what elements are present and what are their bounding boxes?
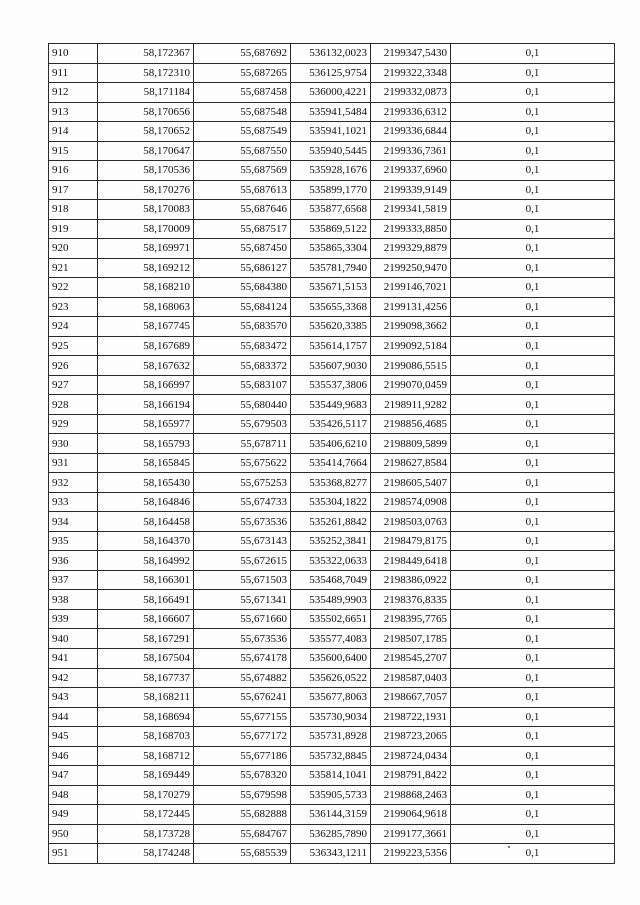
accuracy-cell: 0,1 — [451, 590, 615, 610]
table-row — [49, 336, 615, 356]
longitude-cell: 55,687265 — [194, 63, 291, 83]
x-coordinate-cell: 536000,4221 — [291, 83, 371, 103]
latitude-cell: 58,165430 — [98, 473, 194, 493]
y-coordinate-cell: 2199347,5430 — [371, 44, 451, 64]
y-coordinate-cell: 2199329,8879 — [371, 239, 451, 259]
y-coordinate-cell: 2198911,9282 — [371, 395, 451, 415]
point-number-cell: 910 — [49, 44, 98, 64]
longitude-cell: 55,678320 — [194, 766, 291, 786]
point-number-cell: 935 — [49, 531, 98, 551]
accuracy-cell: 0,1 — [451, 258, 615, 278]
longitude-cell: 55,673536 — [194, 512, 291, 532]
latitude-cell: 58,170647 — [98, 141, 194, 161]
latitude-cell: 58,167745 — [98, 317, 194, 337]
longitude-cell: 55,683107 — [194, 375, 291, 395]
longitude-cell: 55,671503 — [194, 570, 291, 590]
x-coordinate-cell: 535537,3806 — [291, 375, 371, 395]
y-coordinate-cell: 2198722,1931 — [371, 707, 451, 727]
table-row — [49, 766, 615, 786]
latitude-cell: 58,165977 — [98, 414, 194, 434]
latitude-cell: 58,166194 — [98, 395, 194, 415]
latitude-cell: 58,169212 — [98, 258, 194, 278]
point-number-cell: 924 — [49, 317, 98, 337]
accuracy-cell: 0,1 — [451, 648, 615, 668]
table-row — [49, 297, 615, 317]
accuracy-cell: 0,1 — [451, 707, 615, 727]
point-number-cell: 922 — [49, 278, 98, 298]
point-number-cell: 945 — [49, 727, 98, 747]
longitude-cell: 55,687548 — [194, 102, 291, 122]
accuracy-cell: 0,1 — [451, 805, 615, 825]
y-coordinate-cell: 2199322,3348 — [371, 63, 451, 83]
table-row — [49, 805, 615, 825]
point-number-cell: 947 — [49, 766, 98, 786]
x-coordinate-cell: 535941,1021 — [291, 122, 371, 142]
accuracy-cell: 0,1 — [451, 434, 615, 454]
longitude-cell: 55,687458 — [194, 83, 291, 103]
latitude-cell: 58,164992 — [98, 551, 194, 571]
table-row — [49, 609, 615, 629]
point-number-cell: 915 — [49, 141, 98, 161]
accuracy-cell: 0,1 — [451, 83, 615, 103]
y-coordinate-cell: 2198605,5407 — [371, 473, 451, 493]
accuracy-cell: 0,1 — [451, 161, 615, 181]
y-coordinate-cell: 2199336,6312 — [371, 102, 451, 122]
point-number-cell: 914 — [49, 122, 98, 142]
latitude-cell: 58,165845 — [98, 453, 194, 473]
longitude-cell: 55,671341 — [194, 590, 291, 610]
x-coordinate-cell: 536285,7890 — [291, 824, 371, 844]
y-coordinate-cell: 2199070,0459 — [371, 375, 451, 395]
point-number-cell: 926 — [49, 356, 98, 376]
y-coordinate-cell: 2198856,4685 — [371, 414, 451, 434]
table-row — [49, 824, 615, 844]
accuracy-cell: 0,1 — [451, 629, 615, 649]
longitude-cell: 55,684380 — [194, 278, 291, 298]
table-row — [49, 590, 615, 610]
accuracy-cell: 0,1 — [451, 278, 615, 298]
longitude-cell: 55,679503 — [194, 414, 291, 434]
coordinates-table-body — [49, 44, 615, 864]
y-coordinate-cell: 2199341,5819 — [371, 200, 451, 220]
point-number-cell: 920 — [49, 239, 98, 259]
y-coordinate-cell: 2198627,8584 — [371, 453, 451, 473]
y-coordinate-cell: 2198587,0403 — [371, 668, 451, 688]
latitude-cell: 58,169971 — [98, 239, 194, 259]
accuracy-cell: 0,1 — [451, 336, 615, 356]
latitude-cell: 58,170536 — [98, 161, 194, 181]
table-row — [49, 707, 615, 727]
point-number-cell: 936 — [49, 551, 98, 571]
point-number-cell: 950 — [49, 824, 98, 844]
latitude-cell: 58,170276 — [98, 180, 194, 200]
x-coordinate-cell: 535655,3368 — [291, 297, 371, 317]
y-coordinate-cell: 2198386,0922 — [371, 570, 451, 590]
y-coordinate-cell: 2198724,0434 — [371, 746, 451, 766]
longitude-cell: 55,678711 — [194, 434, 291, 454]
point-number-cell: 913 — [49, 102, 98, 122]
latitude-cell: 58,167632 — [98, 356, 194, 376]
table-row — [49, 102, 615, 122]
latitude-cell: 58,172445 — [98, 805, 194, 825]
accuracy-cell: 0,1 — [451, 824, 615, 844]
latitude-cell: 58,164370 — [98, 531, 194, 551]
latitude-cell: 58,168210 — [98, 278, 194, 298]
point-number-cell: 946 — [49, 746, 98, 766]
latitude-cell: 58,167504 — [98, 648, 194, 668]
coordinates-table — [48, 43, 615, 864]
latitude-cell: 58,170009 — [98, 219, 194, 239]
latitude-cell: 58,166301 — [98, 570, 194, 590]
y-coordinate-cell: 2198395,7765 — [371, 609, 451, 629]
table-row — [49, 356, 615, 376]
table-row — [49, 317, 615, 337]
table-row — [49, 239, 615, 259]
accuracy-cell: 0,1 — [451, 395, 615, 415]
x-coordinate-cell: 535928,1676 — [291, 161, 371, 181]
point-number-cell: 934 — [49, 512, 98, 532]
x-coordinate-cell: 535869,5122 — [291, 219, 371, 239]
longitude-cell: 55,677155 — [194, 707, 291, 727]
table-row — [49, 278, 615, 298]
latitude-cell: 58,172367 — [98, 44, 194, 64]
latitude-cell: 58,170083 — [98, 200, 194, 220]
point-number-cell: 949 — [49, 805, 98, 825]
point-number-cell: 928 — [49, 395, 98, 415]
table-row — [49, 453, 615, 473]
point-number-cell: 940 — [49, 629, 98, 649]
accuracy-cell: 0,1 — [451, 512, 615, 532]
table-row — [49, 668, 615, 688]
longitude-cell: 55,676241 — [194, 688, 291, 708]
point-number-cell: 933 — [49, 492, 98, 512]
longitude-cell: 55,687613 — [194, 180, 291, 200]
y-coordinate-cell: 2199092,5184 — [371, 336, 451, 356]
latitude-cell: 58,166997 — [98, 375, 194, 395]
y-coordinate-cell: 2198545,2707 — [371, 648, 451, 668]
x-coordinate-cell: 535304,1822 — [291, 492, 371, 512]
x-coordinate-cell: 535406,6210 — [291, 434, 371, 454]
accuracy-cell: 0,1 — [451, 766, 615, 786]
x-coordinate-cell: 535489,9903 — [291, 590, 371, 610]
latitude-cell: 58,168703 — [98, 727, 194, 747]
point-number-cell: 944 — [49, 707, 98, 727]
table-row — [49, 570, 615, 590]
x-coordinate-cell: 535905,5733 — [291, 785, 371, 805]
accuracy-cell: 0,1 — [451, 727, 615, 747]
point-number-cell: 941 — [49, 648, 98, 668]
y-coordinate-cell: 2199177,3661 — [371, 824, 451, 844]
table-row — [49, 83, 615, 103]
accuracy-cell: 0,1 — [451, 473, 615, 493]
table-row — [49, 727, 615, 747]
accuracy-cell: 0,1 — [451, 492, 615, 512]
table-row — [49, 512, 615, 532]
longitude-cell: 55,672615 — [194, 551, 291, 571]
table-row — [49, 161, 615, 181]
longitude-cell: 55,682888 — [194, 805, 291, 825]
accuracy-cell: 0,1 — [451, 375, 615, 395]
accuracy-cell: 0,1 — [451, 844, 615, 864]
point-number-cell: 923 — [49, 297, 98, 317]
point-number-cell: 932 — [49, 473, 98, 493]
point-number-cell: 943 — [49, 688, 98, 708]
latitude-cell: 58,168211 — [98, 688, 194, 708]
table-row — [49, 141, 615, 161]
x-coordinate-cell: 535449,9683 — [291, 395, 371, 415]
point-number-cell: 942 — [49, 668, 98, 688]
point-number-cell: 951 — [49, 844, 98, 864]
point-number-cell: 919 — [49, 219, 98, 239]
point-number-cell: 948 — [49, 785, 98, 805]
table-row — [49, 688, 615, 708]
accuracy-cell: 0,1 — [451, 239, 615, 259]
accuracy-cell: 0,1 — [451, 688, 615, 708]
x-coordinate-cell: 535261,8842 — [291, 512, 371, 532]
accuracy-cell: 0,1 — [451, 297, 615, 317]
x-coordinate-cell: 536125,9754 — [291, 63, 371, 83]
latitude-cell: 58,171184 — [98, 83, 194, 103]
accuracy-cell: 0,1 — [451, 63, 615, 83]
table-row — [49, 395, 615, 415]
x-coordinate-cell: 535781,7940 — [291, 258, 371, 278]
latitude-cell: 58,174248 — [98, 844, 194, 864]
longitude-cell: 55,674733 — [194, 492, 291, 512]
longitude-cell: 55,680440 — [194, 395, 291, 415]
x-coordinate-cell: 535940,5445 — [291, 141, 371, 161]
longitude-cell: 55,684767 — [194, 824, 291, 844]
y-coordinate-cell: 2199336,6844 — [371, 122, 451, 142]
x-coordinate-cell: 535414,7664 — [291, 453, 371, 473]
table-row — [49, 219, 615, 239]
table-row — [49, 492, 615, 512]
table-row — [49, 746, 615, 766]
table-row — [49, 200, 615, 220]
table-row — [49, 648, 615, 668]
y-coordinate-cell: 2198809,5899 — [371, 434, 451, 454]
accuracy-cell: 0,1 — [451, 746, 615, 766]
x-coordinate-cell: 536144,3159 — [291, 805, 371, 825]
accuracy-cell: 0,1 — [451, 668, 615, 688]
x-coordinate-cell: 535899,1770 — [291, 180, 371, 200]
table-row — [49, 551, 615, 571]
table-row — [49, 122, 615, 142]
latitude-cell: 58,170279 — [98, 785, 194, 805]
longitude-cell: 55,683570 — [194, 317, 291, 337]
accuracy-cell: 0,1 — [451, 453, 615, 473]
accuracy-cell: 0,1 — [451, 531, 615, 551]
y-coordinate-cell: 2199146,7021 — [371, 278, 451, 298]
scan-artifact-dot — [508, 846, 510, 848]
latitude-cell: 58,169449 — [98, 766, 194, 786]
y-coordinate-cell: 2198723,2065 — [371, 727, 451, 747]
point-number-cell: 917 — [49, 180, 98, 200]
latitude-cell: 58,170652 — [98, 122, 194, 142]
longitude-cell: 55,687450 — [194, 239, 291, 259]
point-number-cell: 916 — [49, 161, 98, 181]
longitude-cell: 55,687646 — [194, 200, 291, 220]
latitude-cell: 58,168694 — [98, 707, 194, 727]
x-coordinate-cell: 535626,0522 — [291, 668, 371, 688]
point-number-cell: 938 — [49, 590, 98, 610]
y-coordinate-cell: 2199339,9149 — [371, 180, 451, 200]
y-coordinate-cell: 2198449,6418 — [371, 551, 451, 571]
y-coordinate-cell: 2199337,6960 — [371, 161, 451, 181]
longitude-cell: 55,683472 — [194, 336, 291, 356]
longitude-cell: 55,675622 — [194, 453, 291, 473]
y-coordinate-cell: 2199223,5356 — [371, 844, 451, 864]
longitude-cell: 55,687569 — [194, 161, 291, 181]
accuracy-cell: 0,1 — [451, 200, 615, 220]
table-row — [49, 63, 615, 83]
x-coordinate-cell: 536132,0023 — [291, 44, 371, 64]
y-coordinate-cell: 2199332,0873 — [371, 83, 451, 103]
longitude-cell: 55,674882 — [194, 668, 291, 688]
y-coordinate-cell: 2199064,9618 — [371, 805, 451, 825]
table-row — [49, 473, 615, 493]
longitude-cell: 55,673536 — [194, 629, 291, 649]
latitude-cell: 58,167291 — [98, 629, 194, 649]
table-row — [49, 629, 615, 649]
y-coordinate-cell: 2198868,2463 — [371, 785, 451, 805]
table-row — [49, 375, 615, 395]
x-coordinate-cell: 535426,5117 — [291, 414, 371, 434]
accuracy-cell: 0,1 — [451, 122, 615, 142]
accuracy-cell: 0,1 — [451, 570, 615, 590]
accuracy-cell: 0,1 — [451, 356, 615, 376]
x-coordinate-cell: 535941,5484 — [291, 102, 371, 122]
accuracy-cell: 0,1 — [451, 414, 615, 434]
point-number-cell: 939 — [49, 609, 98, 629]
longitude-cell: 55,675253 — [194, 473, 291, 493]
longitude-cell: 55,687692 — [194, 44, 291, 64]
latitude-cell: 58,166607 — [98, 609, 194, 629]
latitude-cell: 58,166491 — [98, 590, 194, 610]
point-number-cell: 918 — [49, 200, 98, 220]
x-coordinate-cell: 535252,3841 — [291, 531, 371, 551]
longitude-cell: 55,674178 — [194, 648, 291, 668]
longitude-cell: 55,686127 — [194, 258, 291, 278]
y-coordinate-cell: 2199098,3662 — [371, 317, 451, 337]
longitude-cell: 55,677172 — [194, 727, 291, 747]
point-number-cell: 931 — [49, 453, 98, 473]
table-row — [49, 785, 615, 805]
table-row — [49, 531, 615, 551]
latitude-cell: 58,168712 — [98, 746, 194, 766]
latitude-cell: 58,165793 — [98, 434, 194, 454]
table-row — [49, 258, 615, 278]
longitude-cell: 55,683372 — [194, 356, 291, 376]
x-coordinate-cell: 535620,3385 — [291, 317, 371, 337]
latitude-cell: 58,168063 — [98, 297, 194, 317]
point-number-cell: 927 — [49, 375, 98, 395]
longitude-cell: 55,684124 — [194, 297, 291, 317]
accuracy-cell: 0,1 — [451, 141, 615, 161]
point-number-cell: 912 — [49, 83, 98, 103]
accuracy-cell: 0,1 — [451, 44, 615, 64]
y-coordinate-cell: 2198507,1785 — [371, 629, 451, 649]
latitude-cell: 58,170656 — [98, 102, 194, 122]
point-number-cell: 911 — [49, 63, 98, 83]
longitude-cell: 55,677186 — [194, 746, 291, 766]
x-coordinate-cell: 535614,1757 — [291, 336, 371, 356]
accuracy-cell: 0,1 — [451, 609, 615, 629]
y-coordinate-cell: 2198503,0763 — [371, 512, 451, 532]
y-coordinate-cell: 2199333,8850 — [371, 219, 451, 239]
table-row — [49, 180, 615, 200]
longitude-cell: 55,671660 — [194, 609, 291, 629]
point-number-cell: 925 — [49, 336, 98, 356]
y-coordinate-cell: 2198479,8175 — [371, 531, 451, 551]
point-number-cell: 929 — [49, 414, 98, 434]
x-coordinate-cell: 535600,6400 — [291, 648, 371, 668]
y-coordinate-cell: 2198667,7057 — [371, 688, 451, 708]
point-number-cell: 937 — [49, 570, 98, 590]
accuracy-cell: 0,1 — [451, 317, 615, 337]
y-coordinate-cell: 2198376,8335 — [371, 590, 451, 610]
y-coordinate-cell: 2199131,4256 — [371, 297, 451, 317]
longitude-cell: 55,687550 — [194, 141, 291, 161]
x-coordinate-cell: 535502,6651 — [291, 609, 371, 629]
point-number-cell: 930 — [49, 434, 98, 454]
y-coordinate-cell: 2198791,8422 — [371, 766, 451, 786]
x-coordinate-cell: 535322,0633 — [291, 551, 371, 571]
y-coordinate-cell: 2198574,0908 — [371, 492, 451, 512]
x-coordinate-cell: 535468,7049 — [291, 570, 371, 590]
point-number-cell: 921 — [49, 258, 98, 278]
accuracy-cell: 0,1 — [451, 219, 615, 239]
x-coordinate-cell: 535677,8063 — [291, 688, 371, 708]
x-coordinate-cell: 536343,1211 — [291, 844, 371, 864]
table-row — [49, 44, 615, 64]
x-coordinate-cell: 535607,9030 — [291, 356, 371, 376]
accuracy-cell: 0,1 — [451, 102, 615, 122]
x-coordinate-cell: 535731,8928 — [291, 727, 371, 747]
table-row — [49, 434, 615, 454]
x-coordinate-cell: 535577,4083 — [291, 629, 371, 649]
latitude-cell: 58,164458 — [98, 512, 194, 532]
latitude-cell: 58,167737 — [98, 668, 194, 688]
longitude-cell: 55,687517 — [194, 219, 291, 239]
x-coordinate-cell: 535877,6568 — [291, 200, 371, 220]
table-row — [49, 414, 615, 434]
latitude-cell: 58,167689 — [98, 336, 194, 356]
latitude-cell: 58,164846 — [98, 492, 194, 512]
longitude-cell: 55,687549 — [194, 122, 291, 142]
x-coordinate-cell: 535368,8277 — [291, 473, 371, 493]
x-coordinate-cell: 535814,1041 — [291, 766, 371, 786]
y-coordinate-cell: 2199250,9470 — [371, 258, 451, 278]
x-coordinate-cell: 535671,5153 — [291, 278, 371, 298]
longitude-cell: 55,679598 — [194, 785, 291, 805]
longitude-cell: 55,673143 — [194, 531, 291, 551]
latitude-cell: 58,173728 — [98, 824, 194, 844]
y-coordinate-cell: 2199336,7361 — [371, 141, 451, 161]
y-coordinate-cell: 2199086,5515 — [371, 356, 451, 376]
table-row — [49, 844, 615, 864]
x-coordinate-cell: 535730,9034 — [291, 707, 371, 727]
accuracy-cell: 0,1 — [451, 551, 615, 571]
accuracy-cell: 0,1 — [451, 180, 615, 200]
x-coordinate-cell: 535865,3304 — [291, 239, 371, 259]
x-coordinate-cell: 535732,8845 — [291, 746, 371, 766]
accuracy-cell: 0,1 — [451, 785, 615, 805]
longitude-cell: 55,685539 — [194, 844, 291, 864]
latitude-cell: 58,172310 — [98, 63, 194, 83]
